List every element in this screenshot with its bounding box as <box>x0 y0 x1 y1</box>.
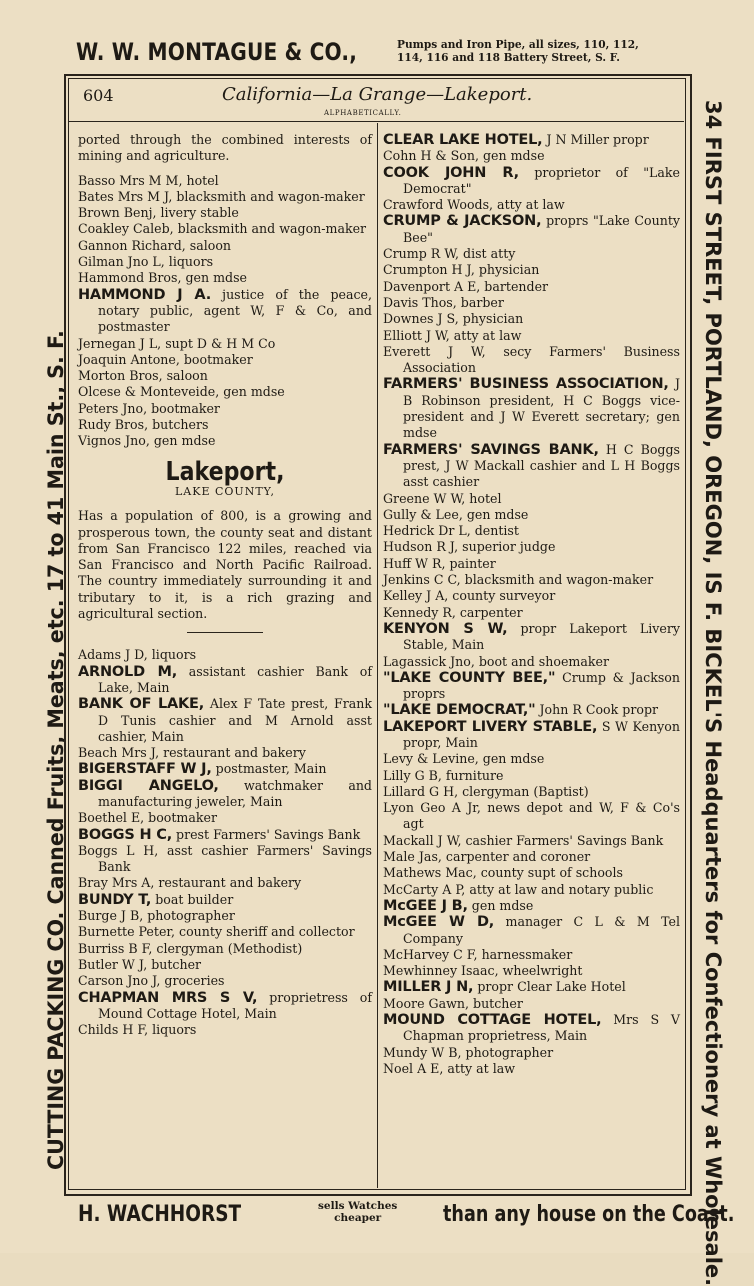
directory-entry <box>383 132 680 148</box>
directory-entry <box>383 865 680 881</box>
entry-text: justice of the peace, notary public, agent W, F & Co, and postmaster <box>98 286 372 335</box>
directory-entry <box>78 892 372 908</box>
entry-text: Lagassick Jno, boot and shoemaker <box>383 653 609 669</box>
header-detail-line2: 114, 116 and 118 Battery Street, S. F. <box>397 50 620 64</box>
left-entry-list-2 <box>78 647 372 1038</box>
entry-text: Crawford Woods, atty at law <box>383 197 565 213</box>
entry-text: Bates Mrs M J, blacksmith and wagon-maker <box>78 188 365 204</box>
entry-text: Moore Gawn, butcher <box>383 995 523 1011</box>
entry-text: Hammond Bros, gen mdse <box>78 270 248 286</box>
directory-entry <box>383 295 680 311</box>
footer-mid-line1: sells Watches <box>318 1200 398 1212</box>
entry-name: BIGERSTAFF W J, <box>78 761 212 778</box>
directory-entry <box>383 328 680 344</box>
entry-text: proprietress of Mound Cottage Hotel, Main <box>98 989 373 1021</box>
entry-name: CLEAR LAKE HOTEL, <box>383 132 543 148</box>
directory-entry <box>383 719 680 752</box>
right-entry-list <box>383 132 680 1077</box>
entry-text: Male Jas, carpenter and coroner <box>383 849 591 865</box>
entry-name: BOGGS H C, <box>78 826 173 843</box>
entry-text: Cohn H & Son, gen mdse <box>383 148 545 164</box>
entry-text: propr Clear Lake Hotel <box>473 979 626 995</box>
entry-text: Gully & Lee, gen mdse <box>383 506 529 522</box>
directory-entry <box>383 849 680 865</box>
entry-text: Kennedy R, carpenter <box>383 604 523 620</box>
entry-text: J N Miller propr <box>542 132 649 147</box>
left-intro: ported through the combined interests of mining and agriculture. <box>78 132 372 164</box>
directory-entry <box>78 417 372 433</box>
directory-entry <box>78 433 372 449</box>
directory-entry <box>383 1061 680 1077</box>
entry-text: Huff W R, painter <box>383 555 496 571</box>
directory-entry <box>78 941 372 957</box>
directory-entry <box>383 197 680 213</box>
entry-text: Lyon Geo A Jr, news depot and W, F & Co's agt <box>383 800 680 832</box>
left-entry-list-1 <box>78 173 372 450</box>
directory-entry <box>383 751 680 767</box>
directory-entry <box>383 800 680 833</box>
entry-name: KENYON S W, <box>383 620 508 637</box>
footer-advertisement <box>60 1196 735 1236</box>
entry-text: Childs H F, liquors <box>78 1022 197 1038</box>
entry-text: gen mdse <box>467 897 534 913</box>
directory-entry <box>383 507 680 523</box>
directory-entry <box>78 810 372 826</box>
directory-entry <box>383 833 680 849</box>
directory-entry <box>383 344 680 377</box>
entry-text: watchmaker and manufacturing jeweler, Main <box>98 777 372 809</box>
entry-text: Elliott J W, atty at law <box>383 327 522 343</box>
directory-entry <box>383 621 680 654</box>
entry-text: propr Lakeport Livery Stable, Main <box>403 620 680 653</box>
entry-text: Crump & Jackson proprs <box>403 669 680 702</box>
entry-text: Burnette Peter, county sheriff and collector <box>78 924 355 940</box>
entry-text: Kelley J A, county surveyor <box>383 588 556 604</box>
entry-text: Mundy W B, photographer <box>383 1044 554 1060</box>
directory-entry <box>383 148 680 164</box>
entry-name: LAKEPORT LIVERY STABLE, <box>383 718 598 735</box>
entry-text: Joaquin Antone, bootmaker <box>78 351 253 367</box>
entry-text: Levy & Levine, gen mdse <box>383 751 545 767</box>
entry-text: Lillard G H, clergyman (Baptist) <box>383 783 589 799</box>
directory-entry <box>78 875 372 891</box>
entry-text: Jenkins C C, blacksmith and wagon-maker <box>383 572 654 588</box>
entry-text: Greene W W, hotel <box>383 490 502 506</box>
town-description: Has a population of 800, is a growing and prosperous town, the county seat and distant from San Francisco 122 miles, reached via San Francisco and North Pacific Railroad. The country immediately surrounding it and tributary to it, is a rich grazing and agricultural section. <box>78 508 372 622</box>
entry-name: McGEE W D, <box>383 914 495 931</box>
directory-entry <box>78 270 372 286</box>
entry-text: Bray Mrs A, restaurant and bakery <box>78 875 302 891</box>
directory-entry <box>78 647 372 663</box>
entry-text: boat builder <box>151 891 234 907</box>
entry-text: Vignos Jno, gen mdse <box>78 433 216 449</box>
left-column <box>78 132 372 1038</box>
entry-text: Burge J B, photographer <box>78 908 235 924</box>
entry-text: proprietor of "Lake Democrat" <box>403 164 680 196</box>
directory-entry <box>383 262 680 278</box>
entry-name: FARMERS' BUSINESS ASSOCIATION, <box>383 376 669 393</box>
entry-text: McCarty A P, atty at law and notary public <box>383 881 654 897</box>
page-number: 604 <box>83 86 114 105</box>
column-divider <box>377 123 378 1188</box>
directory-entry <box>78 254 372 270</box>
entry-text: H C Boggs prest, J W Mackall cashier and L H Boggs asst cashier <box>403 441 680 490</box>
entry-text: Mackall J W, cashier Farmers' Savings Bank <box>383 832 664 848</box>
directory-entry <box>78 287 372 336</box>
entry-text: prest Farmers' Savings Bank <box>172 826 361 842</box>
header-firm: W. W. MONTAGUE & CO., <box>76 38 358 66</box>
entry-text: Mrs S V Chapman proprietress, Main <box>403 1012 680 1044</box>
entry-text: Crumpton H J, physician <box>383 262 540 278</box>
directory-entry <box>383 784 680 800</box>
town-county: LAKE COUNTY, <box>175 484 275 498</box>
directory-entry <box>78 827 372 843</box>
entry-text: Burriss B F, clergyman (Methodist) <box>78 940 303 956</box>
entry-name: HAMMOND J A. <box>78 286 212 303</box>
directory-entry <box>78 924 372 940</box>
directory-entry <box>383 279 680 295</box>
left-side-advertisement: CUTTING PACKING CO. Canned Fruits, Meats, etc. 17 to 41 Main St., S. F. <box>44 330 68 1171</box>
entry-name: BUNDY T, <box>78 891 152 908</box>
directory-entry <box>383 376 680 441</box>
directory-entry <box>78 778 372 811</box>
directory-entry <box>383 914 680 947</box>
entry-text: Carson Jno J, groceries <box>78 973 225 989</box>
directory-entry <box>78 745 372 761</box>
entry-text: Morton Bros, saloon <box>78 368 208 384</box>
directory-entry <box>78 221 372 237</box>
entry-text: Mathews Mac, county supt of schools <box>383 865 624 881</box>
footer-tail: than any house on the Coast. <box>443 1202 735 1227</box>
directory-entry <box>383 996 680 1012</box>
header-detail <box>397 38 639 64</box>
entry-text: Mewhinney Isaac, wheelwright <box>383 963 583 979</box>
entry-text: manager C L & M Tel Company <box>403 914 680 946</box>
directory-entry <box>383 898 680 914</box>
entry-text: Basso Mrs M M, hotel <box>78 172 219 188</box>
entry-text: Olcese & Monteveide, gen mdse <box>78 384 285 400</box>
page-subtitle: ALPHABETICALLY. <box>324 109 402 117</box>
directory-entry <box>78 401 372 417</box>
entry-text: Davis Thos, barber <box>383 294 504 310</box>
directory-entry <box>78 352 372 368</box>
entry-text: S W Kenyon propr, Main <box>403 718 680 750</box>
directory-entry <box>78 189 372 205</box>
directory-entry <box>78 761 372 777</box>
entry-text: Hudson R J, superior judge <box>383 539 556 555</box>
entry-text: postmaster, Main <box>211 761 327 777</box>
directory-entry <box>383 963 680 979</box>
directory-entry <box>383 213 680 246</box>
directory-entry <box>78 908 372 924</box>
entry-name: COOK JOHN R, <box>383 164 519 181</box>
directory-entry <box>78 664 372 697</box>
footer-middle <box>318 1200 397 1224</box>
directory-entry <box>383 670 680 703</box>
entry-name: McGEE J B, <box>383 897 468 914</box>
entry-text: Hedrick Dr L, dentist <box>383 523 519 539</box>
directory-entry <box>383 165 680 198</box>
directory-entry <box>78 957 372 973</box>
directory-entry <box>383 882 680 898</box>
entry-text: Crump R W, dist atty <box>383 246 516 262</box>
directory-entry <box>78 843 372 876</box>
entry-name: "LAKE COUNTY BEE," <box>383 669 556 686</box>
header-advertisement <box>60 34 690 74</box>
directory-entry <box>78 384 372 400</box>
entry-text: Peters Jno, bootmaker <box>78 400 220 416</box>
entry-text: assistant cashier Bank of Lake, Main <box>98 663 372 695</box>
entry-name: BIGGI ANGELO, <box>78 777 219 794</box>
entry-text: McHarvey C F, harnessmaker <box>383 946 573 962</box>
entry-text: John R Cook propr <box>535 702 659 718</box>
entry-text: Boethel E, bootmaker <box>78 810 217 826</box>
directory-entry <box>383 947 680 963</box>
directory-entry <box>383 491 680 507</box>
entry-text: Jernegan J L, supt D & H M Co <box>78 335 276 351</box>
page-title: California—La Grange—Lakeport. <box>222 84 533 105</box>
directory-entry <box>78 336 372 352</box>
directory-entry <box>78 973 372 989</box>
directory-entry <box>383 311 680 327</box>
directory-entry <box>78 205 372 221</box>
entry-name: MOUND COTTAGE HOTEL, <box>383 1012 602 1029</box>
entry-name: CRUMP & JACKSON, <box>383 213 542 230</box>
directory-entry <box>383 442 680 491</box>
entry-text: Gannon Richard, saloon <box>78 237 232 253</box>
entry-text: proprs "Lake County Bee" <box>403 213 680 245</box>
directory-entry <box>383 572 680 588</box>
header-rule <box>68 121 684 122</box>
directory-entry <box>78 238 372 254</box>
entry-text: J B Robinson president, H C Boggs vice-president and J W Everett secretary; gen mdse <box>403 376 680 441</box>
directory-entry <box>383 605 680 621</box>
entry-text: Downes J S, physician <box>383 311 524 327</box>
directory-entry <box>383 556 680 572</box>
directory-entry <box>383 1045 680 1061</box>
directory-entry <box>383 539 680 555</box>
entry-text: Lilly G B, furniture <box>383 767 504 783</box>
directory-entry <box>78 696 372 745</box>
entry-text: Brown Benj, livery stable <box>78 205 239 221</box>
entry-text: Adams J D, liquors <box>78 647 197 663</box>
entry-text: Gilman Jno L, liquors <box>78 254 214 270</box>
entry-name: "LAKE DEMOCRAT," <box>383 702 536 719</box>
entry-name: MILLER J N, <box>383 979 474 996</box>
entry-text: Davenport A E, bartender <box>383 278 549 294</box>
entry-name: BANK OF LAKE, <box>78 696 205 713</box>
entry-text: Beach Mrs J, restaurant and bakery <box>78 745 306 761</box>
entry-text: Noel A E, atty at law <box>383 1060 516 1076</box>
entry-text: Boggs L H, asst cashier Farmers' Savings Bank <box>78 842 372 875</box>
directory-entry <box>78 368 372 384</box>
right-column <box>383 132 680 1077</box>
entry-name: FARMERS' SAVINGS BANK, <box>383 441 599 458</box>
directory-entry <box>78 173 372 189</box>
entry-text: Coakley Caleb, blacksmith and wagon-maker <box>78 221 367 237</box>
footer-firm: H. WACHHORST <box>78 1202 242 1227</box>
right-side-advertisement: 34 FIRST STREET, PORTLAND, OREGON, IS F. BICKEL'S Headquarters for Confectionery at Wholesale. <box>701 100 725 1286</box>
directory-entry <box>78 990 372 1023</box>
directory-entry <box>383 588 680 604</box>
directory-entry <box>383 246 680 262</box>
footer-mid-line2: cheaper <box>334 1212 382 1224</box>
entry-text: Rudy Bros, butchers <box>78 417 209 433</box>
entry-text: Butler W J, butcher <box>78 956 202 972</box>
directory-entry <box>78 1022 372 1038</box>
directory-entry <box>383 523 680 539</box>
directory-entry <box>383 654 680 670</box>
entry-name: CHAPMAN MRS S V, <box>78 989 258 1006</box>
section-rule <box>187 632 263 633</box>
entry-text: Everett J W, secy Farmers' Business Association <box>383 343 680 376</box>
entry-text: Alex F Tate prest, Frank D Tunis cashier and M Arnold asst cashier, Main <box>98 696 372 744</box>
town-heading: Lakeport, <box>165 456 285 487</box>
header-detail-line1: Pumps and Iron Pipe, all sizes, 110, 112, <box>397 37 639 51</box>
directory-entry <box>383 702 680 718</box>
directory-entry <box>383 1012 680 1045</box>
directory-entry <box>383 768 680 784</box>
directory-entry <box>383 979 680 995</box>
entry-name: ARNOLD M, <box>78 663 178 680</box>
